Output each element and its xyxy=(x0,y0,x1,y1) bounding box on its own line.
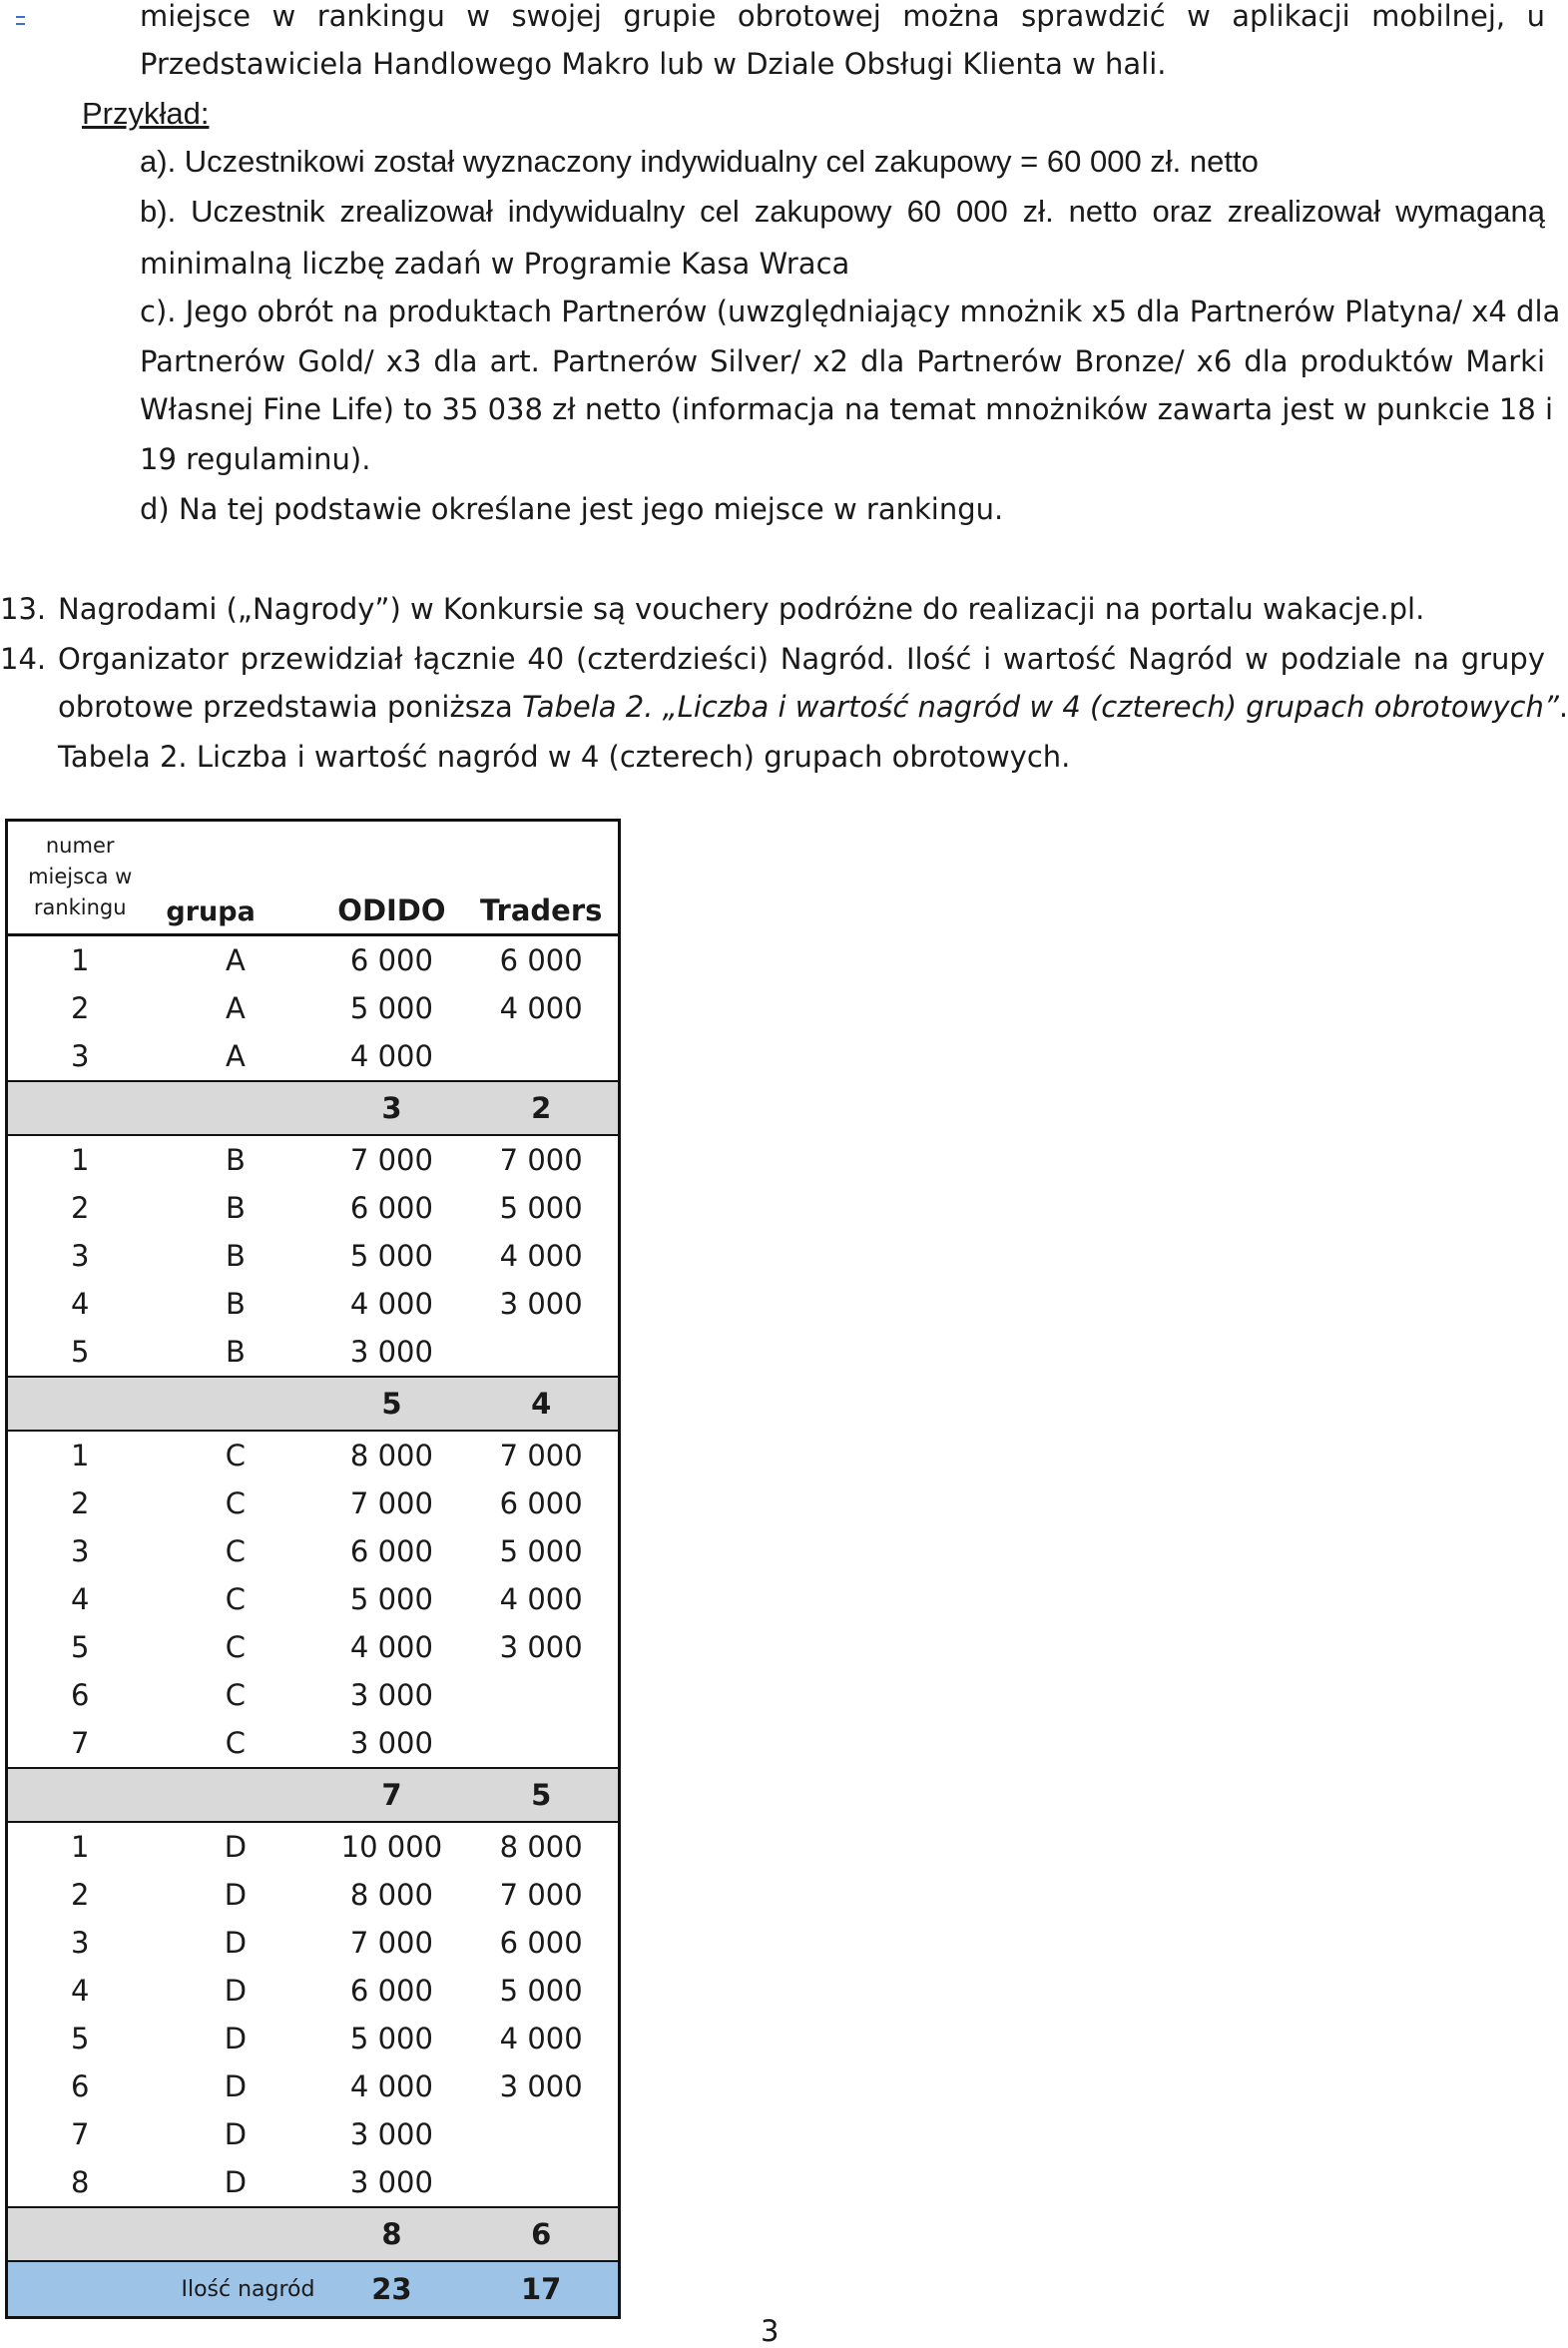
cell-group: B xyxy=(225,1143,246,1177)
header-traders: Traders xyxy=(464,821,619,935)
cell-odido: 3 000 xyxy=(349,2117,433,2151)
cell-traders: 6 000 xyxy=(499,943,583,977)
cell-group: A xyxy=(226,1039,246,1073)
total-odido: 23 xyxy=(318,2261,464,2318)
table-row xyxy=(7,935,620,985)
cell-odido: 4 000 xyxy=(349,2069,433,2103)
table-row xyxy=(7,2015,620,2062)
example-label: Przykład: xyxy=(82,96,210,131)
cell-group: B xyxy=(225,1191,246,1225)
cell-rank: 2 xyxy=(70,1486,90,1520)
cell-traders: 3 000 xyxy=(499,2069,583,2103)
table-row xyxy=(7,1280,620,1328)
cell-odido: 3 000 xyxy=(349,2165,433,2199)
example-line-c-cont: Partnerów Gold/ x3 dla art. Partnerów Silver/ x2 dla Partnerów Bronze/ x6 dla produktów Marki xyxy=(140,344,1545,378)
cell-rank: 3 xyxy=(70,1039,90,1073)
cell-odido: 4 000 xyxy=(349,1039,433,1073)
cell-group: B xyxy=(225,1335,246,1369)
page-number: 3 xyxy=(761,2314,780,2348)
cell-traders: 5 000 xyxy=(499,1974,583,2008)
example-line-c-cont: 19 regulaminu). xyxy=(140,442,371,476)
point-number: 14. xyxy=(0,642,47,676)
cell-traders: 4 000 xyxy=(499,1239,583,1273)
cell-group: B xyxy=(225,1287,246,1321)
subtotal-traders: 4 xyxy=(464,1377,619,1431)
cell-odido: 5 000 xyxy=(349,1239,433,1273)
total-label: Ilość nagród xyxy=(152,2261,318,2318)
table-row xyxy=(7,1184,620,1232)
cell-traders xyxy=(464,1032,619,1081)
cell-rank: 5 xyxy=(70,1335,90,1369)
cell-group: D xyxy=(224,1830,248,1864)
table-row xyxy=(7,1232,620,1280)
subtotal-row xyxy=(7,2207,620,2261)
cell-traders: 6 000 xyxy=(499,1926,583,1960)
cell-traders: 4 000 xyxy=(499,2022,583,2055)
total-traders: 17 xyxy=(464,2261,619,2318)
cell-traders xyxy=(464,1671,619,1719)
cell-rank: 2 xyxy=(70,1191,90,1225)
cell-group: B xyxy=(225,1239,246,1273)
cell-traders xyxy=(464,2110,619,2158)
header-group: grupa xyxy=(152,821,318,935)
cell-odido: 8 000 xyxy=(349,1878,433,1912)
cell-traders: 3 000 xyxy=(499,1287,583,1321)
example-line-c-cont: Własnej Fine Life) to 35 038 zł netto (informacja na temat mnożników zawarta jest w punkcie 18 i xyxy=(140,392,1554,426)
table-row xyxy=(7,1328,620,1377)
cell-traders: 3 000 xyxy=(499,1630,583,1664)
cell-rank: 4 xyxy=(70,1582,90,1616)
cell-traders: 5 000 xyxy=(499,1534,583,1568)
subtotal-odido: 7 xyxy=(318,1768,464,1822)
cell-group: C xyxy=(225,1582,247,1616)
cell-odido: 3 000 xyxy=(349,1726,433,1760)
cell-group: C xyxy=(225,1678,247,1712)
cell-traders xyxy=(464,1328,619,1377)
example-line-c: c). Jego obrót na produktach Partnerów (uwzględniający mnożnik x5 dla Partnerów Platyna/ x4 dla xyxy=(140,294,1561,328)
table-body xyxy=(7,935,620,2318)
table-row xyxy=(7,1479,620,1527)
cell-rank: 7 xyxy=(70,1726,90,1760)
cell-group: C xyxy=(225,1726,247,1760)
subtotal-traders: 6 xyxy=(464,2207,619,2261)
header-rank-line: numer xyxy=(45,834,115,858)
cell-odido: 6 000 xyxy=(349,1191,433,1225)
cell-group: D xyxy=(224,1878,248,1912)
cell-odido: 4 000 xyxy=(349,1287,433,1321)
cell-traders: 7 000 xyxy=(499,1143,583,1177)
subtotal-traders: 5 xyxy=(464,1768,619,1822)
subtotal-empty xyxy=(7,2207,153,2261)
cell-traders: 4 000 xyxy=(499,1582,583,1616)
subtotal-empty xyxy=(7,1768,153,1822)
cell-rank: 4 xyxy=(70,1974,90,2008)
header-rank-line: miejsca w xyxy=(28,865,133,888)
table-caption: Tabela 2. Liczba i wartość nagród w 4 (czterech) grupach obrotowych. xyxy=(58,740,1071,774)
cell-rank: 1 xyxy=(70,1143,90,1177)
cell-rank: 1 xyxy=(70,1439,90,1472)
cell-rank: 3 xyxy=(70,1534,90,1568)
cell-traders: 7 000 xyxy=(499,1439,583,1472)
subtotal-empty xyxy=(7,1081,153,1135)
table-reference: Tabela 2. „Liczba i wartość nagród w 4 (czterech) grupach obrotowych” xyxy=(522,690,1559,724)
cell-traders: 7 000 xyxy=(499,1878,583,1912)
point-14-text-part: . xyxy=(1558,690,1568,724)
subtotal-row xyxy=(7,1377,620,1431)
table-row xyxy=(7,1822,620,1871)
table-row xyxy=(7,1527,620,1575)
table-row xyxy=(7,2062,620,2110)
subtotal-odido: 5 xyxy=(318,1377,464,1431)
table-row xyxy=(7,1431,620,1479)
example-line-b-cont: minimalną liczbę zadań w Programie Kasa Wraca xyxy=(140,247,850,281)
cell-rank: 8 xyxy=(70,2165,90,2199)
cell-odido: 5 000 xyxy=(349,2022,433,2055)
subtotal-empty xyxy=(7,1377,153,1431)
paragraph-line: miejsce w rankingu w swojej grupie obrotowej można sprawdzić w aplikacji mobilnej, u xyxy=(140,0,1545,33)
cell-rank: 6 xyxy=(70,1678,90,1712)
cell-traders: 4 000 xyxy=(499,991,583,1025)
cell-odido: 6 000 xyxy=(349,1534,433,1568)
total-empty xyxy=(7,2261,153,2318)
cell-odido: 3 000 xyxy=(349,1678,433,1712)
cell-group: D xyxy=(224,2165,248,2199)
cell-traders xyxy=(464,2158,619,2207)
cell-rank: 4 xyxy=(70,1287,90,1321)
cell-odido: 7 000 xyxy=(349,1143,433,1177)
cell-group: D xyxy=(224,1974,248,2008)
table-row xyxy=(7,1135,620,1184)
table-row xyxy=(7,1919,620,1967)
cell-traders: 8 000 xyxy=(499,1830,583,1864)
subtotal-empty xyxy=(152,1081,318,1135)
cell-traders xyxy=(464,1719,619,1768)
example-line-b: b). Uczestnik zrealizował indywidualny cel zakupowy 60 000 zł. netto oraz zrealizował wymaganą xyxy=(140,194,1545,229)
cell-group: A xyxy=(226,943,246,977)
cell-odido: 3 000 xyxy=(349,1335,433,1369)
cell-odido: 6 000 xyxy=(349,1974,433,2008)
cell-rank: 2 xyxy=(70,1878,90,1912)
cell-group: C xyxy=(225,1630,247,1664)
table-row xyxy=(7,1671,620,1719)
cell-rank: 6 xyxy=(70,2069,90,2103)
prize-table xyxy=(5,819,621,2319)
table-row xyxy=(7,1967,620,2015)
cell-group: C xyxy=(225,1486,247,1520)
subtotal-empty xyxy=(152,1768,318,1822)
point-14-text: Organizator przewidział łącznie 40 (czterdzieści) Nagród. Ilość i wartość Nagród w podziale na grupy xyxy=(58,642,1545,676)
cell-group: C xyxy=(225,1439,247,1472)
cell-odido: 5 000 xyxy=(349,991,433,1025)
cell-rank: 5 xyxy=(70,2022,90,2055)
cell-odido: 5 000 xyxy=(349,1582,433,1616)
subtotal-row xyxy=(7,1768,620,1822)
cell-rank: 3 xyxy=(70,1926,90,1960)
header-rank xyxy=(7,821,153,935)
example-line-d: d) Na tej podstawie określane jest jego miejsce w rankingu. xyxy=(140,492,1004,526)
subtotal-odido: 8 xyxy=(318,2207,464,2261)
table-row xyxy=(7,1871,620,1919)
cell-odido: 4 000 xyxy=(349,1630,433,1664)
table-row xyxy=(7,1623,620,1671)
table-row xyxy=(7,1032,620,1081)
cell-traders: 6 000 xyxy=(499,1486,583,1520)
cell-rank: 1 xyxy=(70,943,90,977)
cell-odido: 7 000 xyxy=(349,1926,433,1960)
cell-odido: 8 000 xyxy=(349,1439,433,1472)
cell-group: D xyxy=(224,1926,248,1960)
cell-rank: 5 xyxy=(70,1630,90,1664)
table-row xyxy=(7,2158,620,2207)
bullet-mark xyxy=(16,16,25,25)
header-rank-line: rankingu xyxy=(33,895,127,919)
cell-rank: 2 xyxy=(70,991,90,1025)
cell-group: D xyxy=(224,2022,248,2055)
subtotal-empty xyxy=(152,1377,318,1431)
cell-traders: 5 000 xyxy=(499,1191,583,1225)
point-13-text: Nagrodami („Nagrody”) w Konkursie są vouchery podróżne do realizacji na portalu wakacje.pl. xyxy=(58,592,1425,626)
cell-rank: 1 xyxy=(70,1830,90,1864)
subtotal-empty xyxy=(152,2207,318,2261)
cell-group: D xyxy=(224,2117,248,2151)
total-row xyxy=(7,2261,620,2318)
subtotal-row xyxy=(7,1081,620,1135)
cell-group: C xyxy=(225,1534,247,1568)
cell-rank: 3 xyxy=(70,1239,90,1273)
table-row xyxy=(7,1719,620,1768)
subtotal-odido: 3 xyxy=(318,1081,464,1135)
cell-odido: 10 000 xyxy=(340,1830,443,1864)
point-14-text-cont xyxy=(58,687,1568,727)
table-row xyxy=(7,1575,620,1623)
point-number: 13. xyxy=(0,592,47,626)
cell-group: D xyxy=(224,2069,248,2103)
paragraph-line: Przedstawiciela Handlowego Makro lub w Dziale Obsługi Klienta w hali. xyxy=(140,47,1167,81)
subtotal-traders: 2 xyxy=(464,1081,619,1135)
table-row xyxy=(7,984,620,1032)
cell-group: A xyxy=(226,991,246,1025)
cell-rank: 7 xyxy=(70,2117,90,2151)
table-header-row xyxy=(7,821,620,935)
header-odido: ODIDO xyxy=(318,821,464,935)
point-14-text-part: obrotowe przedstawia poniższa xyxy=(58,690,523,724)
table-row xyxy=(7,2110,620,2158)
example-line-a: a). Uczestnikowi został wyznaczony indywidualny cel zakupowy = 60 000 zł. netto xyxy=(140,144,1259,179)
cell-odido: 7 000 xyxy=(349,1486,433,1520)
cell-odido: 6 000 xyxy=(349,943,433,977)
